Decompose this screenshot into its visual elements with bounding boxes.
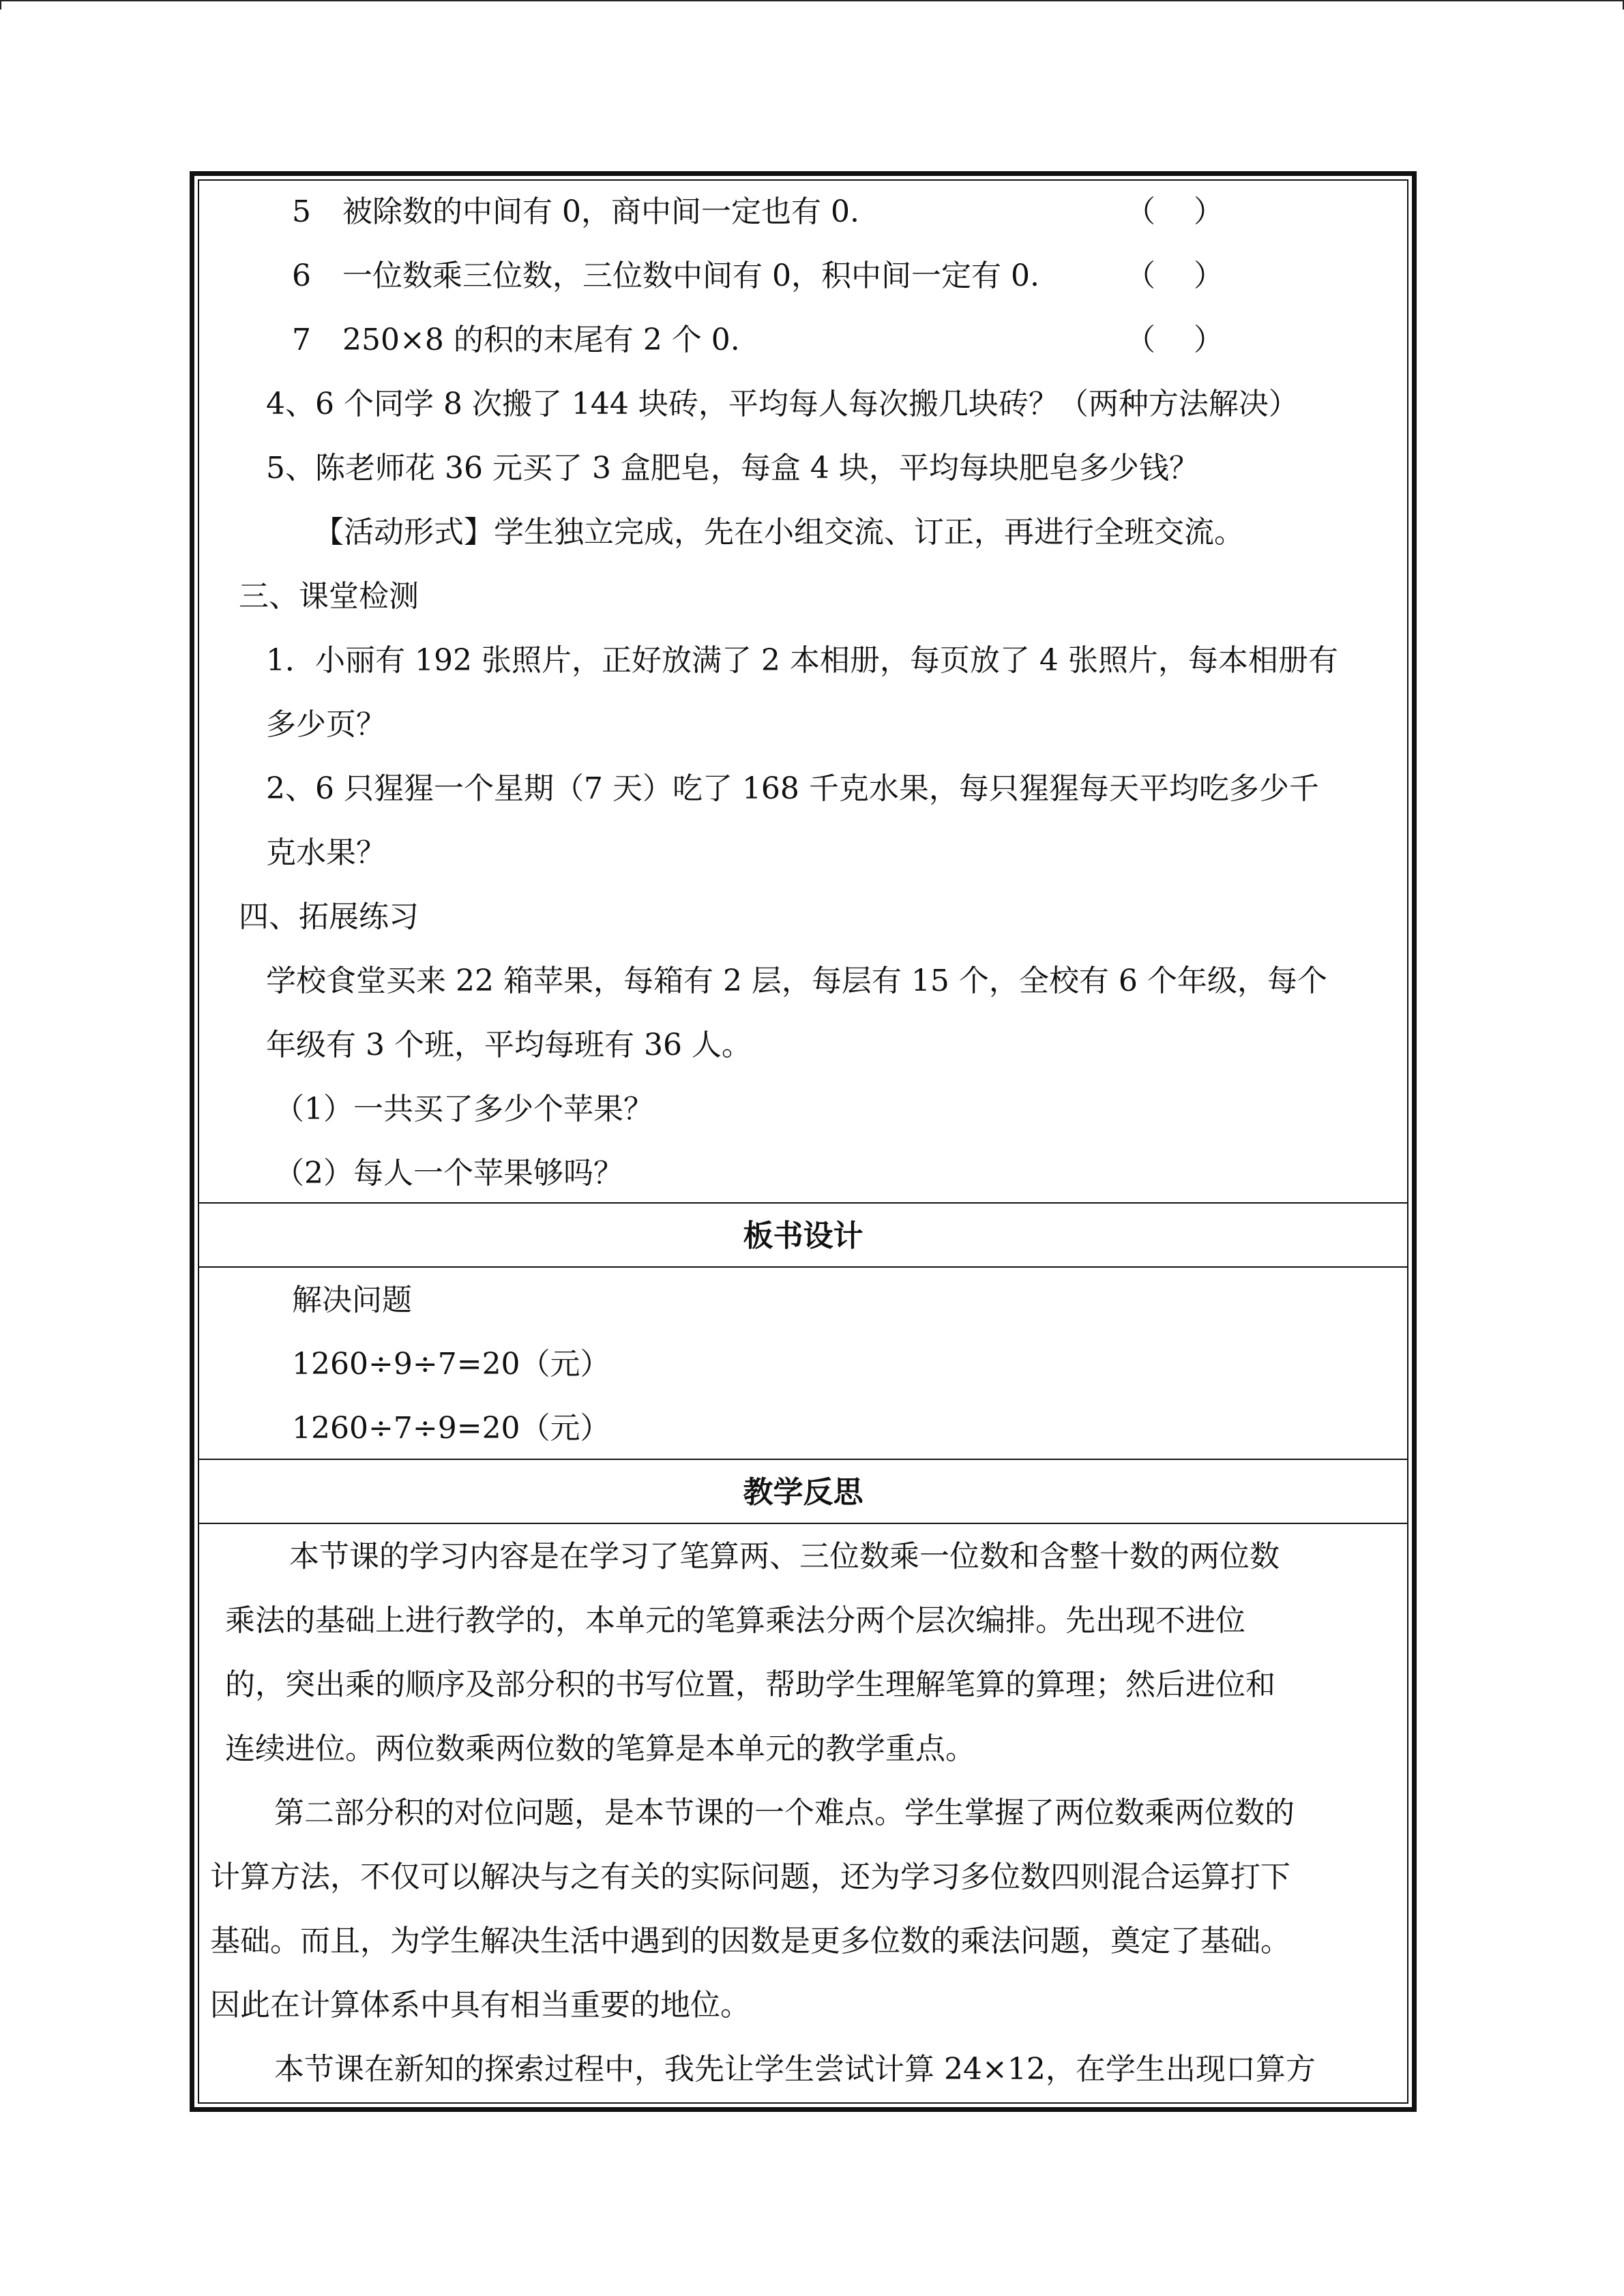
test-question-1-line-2: 多少页？	[266, 707, 386, 742]
tf-item-7-text: 250×8 的积的末尾有 2 个 0.	[342, 323, 740, 357]
reflection-p2-line-3: 基础。而且，为学生解决生活中遇到的因数是更多位数的乘法问题，奠定了基础。	[210, 1924, 1290, 1958]
reflection-p1-line-3: 的，突出乘的顺序及部分积的书写位置，帮助学生理解笔算的算理；然后进位和	[225, 1667, 1275, 1702]
section-3-title: 三、课堂检测	[239, 579, 419, 614]
reflection-p1-line-2: 乘法的基础上进行教学的，本单元的笔算乘法分两个层次编排。先出现不进位	[225, 1603, 1245, 1638]
board-design-heading: 板书设计	[743, 1219, 863, 1253]
section-4-title: 四、拓展练习	[239, 899, 419, 934]
board-design-equation-1: 1260÷9÷7=20（元）	[292, 1347, 610, 1382]
reflection-p2-line-1: 第二部分积的对位问题，是本节课的一个难点。学生掌握了两位数乘两位数的	[274, 1795, 1295, 1830]
tf-item-5-answer-blank: （ ）	[1125, 194, 1224, 229]
tf-item-5-number: 5	[292, 194, 311, 229]
tf-item-5-text: 被除数的中间有 0，商中间一定也有 0.	[342, 194, 859, 229]
page-top-border	[0, 0, 1624, 1]
test-question-1-line-1: 1．小丽有 192 张照片，正好放满了 2 本相册，每页放了 4 张照片，每本相册有	[266, 643, 1338, 678]
row-divider	[199, 1266, 1407, 1268]
test-question-2-line-2: 克水果？	[266, 835, 386, 870]
tf-item-6-number: 6	[292, 258, 311, 293]
test-question-2-line-1: 2、6 只猩猩一个星期（7 天）吃了 168 千克水果，每只猩猩每天平均吃多少千	[266, 771, 1319, 806]
row-divider	[199, 1202, 1407, 1204]
board-design-equation-2: 1260÷7÷9=20（元）	[292, 1411, 610, 1446]
reflection-heading: 教学反思	[743, 1475, 863, 1510]
tf-item-6-answer-blank: （ ）	[1125, 258, 1224, 293]
reflection-p1-line-4: 连续进位。两位数乘两位数的笔算是本单元的教学重点。	[225, 1731, 975, 1766]
tf-item-6-text: 一位数乘三位数，三位数中间有 0，积中间一定有 0.	[342, 258, 1039, 293]
question-4: 4、6 个同学 8 次搬了 144 块砖，平均每人每次搬几块砖？（两种方法解决）	[266, 387, 1299, 421]
reflection-p1-line-1: 本节课的学习内容是在学习了笔算两、三位数乘一位数和含整十数的两位数	[289, 1539, 1280, 1574]
extension-problem-line-2: 年级有 3 个班，平均每班有 36 人。	[266, 1028, 752, 1062]
tf-item-7-answer-blank: （ ）	[1125, 323, 1224, 357]
tf-item-7-number: 7	[292, 323, 311, 357]
extension-subquestion-1: （1）一共买了多少个苹果？	[274, 1092, 653, 1127]
extension-subquestion-2: （2）每人一个苹果够吗？	[274, 1156, 623, 1191]
reflection-p3-line-1: 本节课在新知的探索过程中，我先让学生尝试计算 24×12，在学生出现口算方	[274, 2052, 1316, 2087]
reflection-p2-line-2: 计算方法，不仅可以解决与之有关的实际问题，还为学习多位数四则混合运算打下	[210, 1860, 1290, 1894]
page-corner-left	[0, 0, 1, 10]
row-divider	[199, 1523, 1407, 1524]
question-5: 5、陈老师花 36 元买了 3 盒肥皂，每盒 4 块，平均每块肥皂多少钱？	[266, 451, 1199, 486]
extension-problem-line-1: 学校食堂买来 22 箱苹果，每箱有 2 层，每层有 15 个，全校有 6 个年级，每个	[266, 964, 1327, 998]
reflection-p2-line-4: 因此在计算体系中具有相当重要的地位。	[210, 1988, 750, 2023]
board-design-title: 解决问题	[292, 1283, 412, 1317]
activity-form: 【活动形式】学生独立完成，先在小组交流、订正，再进行全班交流。	[314, 515, 1244, 550]
row-divider	[199, 1459, 1407, 1460]
